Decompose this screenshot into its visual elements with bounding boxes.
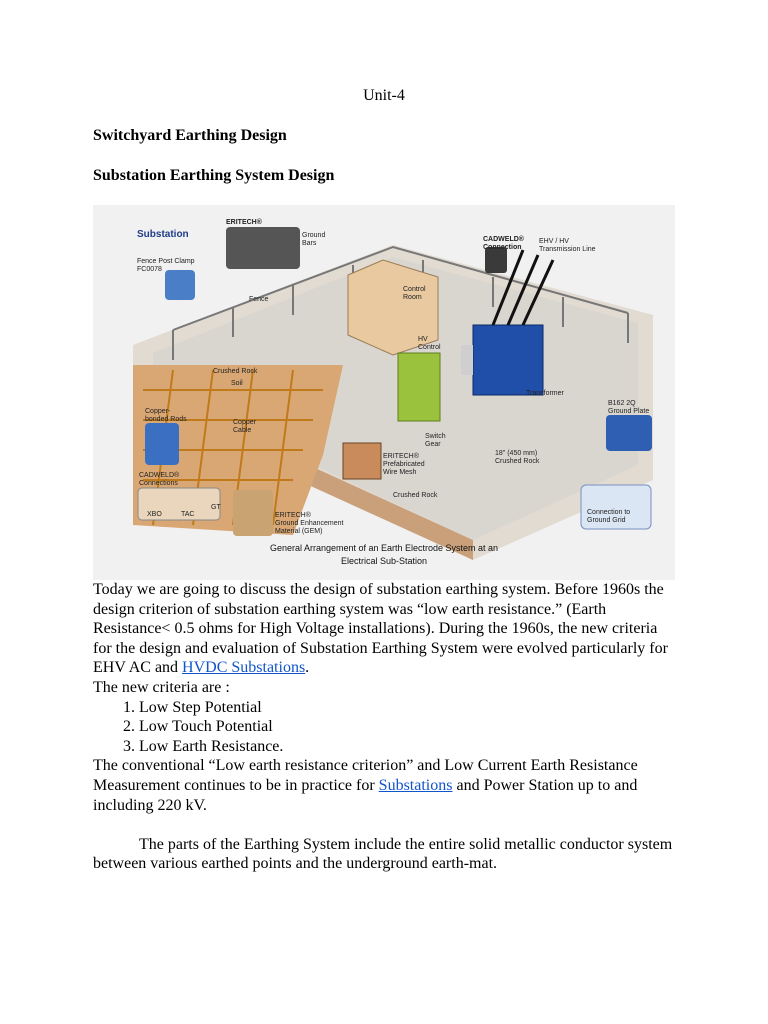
paragraph-intro-end: .: [305, 659, 310, 677]
paragraph-conventional-end: and Power Station up to and including 220 kV.: [93, 776, 638, 814]
hv-control-cabinet: [398, 353, 440, 421]
ground-plate-inset: [606, 415, 652, 451]
transformer: [473, 325, 543, 395]
label-eritech-top: ERITECH®: [226, 219, 262, 226]
heading-switchyard: Switchyard Earthing Design: [93, 127, 287, 144]
paragraph-intro: [93, 580, 675, 678]
label-transformer: Transformer: [526, 390, 564, 397]
label-ground-plate: B162 2Q Ground Plate: [608, 400, 650, 415]
unit-title: Unit-4: [363, 87, 405, 104]
label-crushed-depth: 18" (450 mm) Crushed Rock: [495, 450, 540, 465]
label-ground-bars: Ground Bars: [302, 232, 326, 247]
label-soil: Soil: [231, 380, 243, 387]
label-copper-cable: Copper Cable: [233, 419, 256, 434]
label-switch-gear: Switch Gear: [425, 433, 446, 448]
caption-line-1: General Arrangement of an Earth Electrode System at an: [269, 543, 499, 553]
label-cadweld-top: CADWELD® Connection: [483, 236, 524, 251]
ground-bars-inset: [226, 227, 300, 269]
criteria-list: [93, 698, 675, 757]
list-item: 3. Low Earth Resistance.: [139, 737, 675, 757]
label-control-room: Control Room: [403, 286, 426, 301]
paragraph-gap: [93, 815, 675, 835]
fence-clamp-inset: [165, 270, 195, 300]
paragraph-criteria-intro: The new criteria are :: [93, 678, 230, 696]
link-substations[interactable]: Substations: [378, 776, 453, 794]
paragraph-conventional-text: The conventional “Low earth resistance criterion” and Low Current Earth Resistance Measurement continues to be in practice for: [93, 757, 638, 794]
label-hv-control: HV Control: [418, 336, 441, 351]
heading-substation: Substation Earthing System Design: [93, 167, 335, 184]
list-item: 1. Low Step Potential: [139, 698, 675, 718]
wire-mesh: [343, 443, 381, 479]
label-cadweld-conn: CADWELD® Connections: [139, 472, 180, 487]
label-connection-grid: Connection to Ground Grid: [587, 509, 631, 524]
paragraph-conventional: [93, 756, 675, 815]
paragraph-intro-text: Today we are going to discuss the design of substation earthing system. Before 1960s the design criterion of substation earthing system was “low earth resistance.” (Earth Resistance< 0.5 ohms for High Voltage installations). During the 1960s, the new criteria for the design and evaluation of Substation Earthing System were evolved particularly for EHV AC and: [93, 581, 668, 677]
label-gem: ERITECH® Ground Enhancement Material (GEM): [275, 512, 344, 535]
label-fence: Fence: [249, 296, 269, 303]
label-substation: Substation: [137, 229, 189, 240]
label-xbo: XBO: [147, 511, 162, 518]
label-crushed-rock: Crushed Rock: [213, 368, 258, 375]
transformer-pipe: [461, 345, 473, 375]
caption-line-2: Electrical Sub-Station: [340, 556, 428, 566]
substation-earthing-figure: [93, 205, 675, 580]
label-copper-bonded: Copper-bonded Rods: [145, 408, 187, 423]
copper-rods-inset: [145, 423, 179, 465]
list-item: 2. Low Touch Potential: [139, 717, 675, 737]
document-body: [93, 580, 675, 874]
link-hvdc-substations[interactable]: HVDC Substations: [182, 659, 306, 677]
label-wire-mesh: ERITECH® Prefabricated Wire Mesh: [383, 453, 425, 476]
label-fence-post-clamp: Fence Post Clamp FC0078: [137, 258, 195, 273]
label-gt: GT: [211, 504, 221, 511]
label-crushed-rock-2: Crushed Rock: [393, 492, 438, 499]
label-ehv: EHV / HV Transmission Line: [539, 238, 596, 253]
label-tac: TAC: [181, 511, 195, 518]
paragraph-parts: The parts of the Earthing System include the entire solid metallic conductor system between various earthed points and the underground earth-mat.: [93, 835, 673, 873]
gem-inset: [233, 490, 273, 536]
